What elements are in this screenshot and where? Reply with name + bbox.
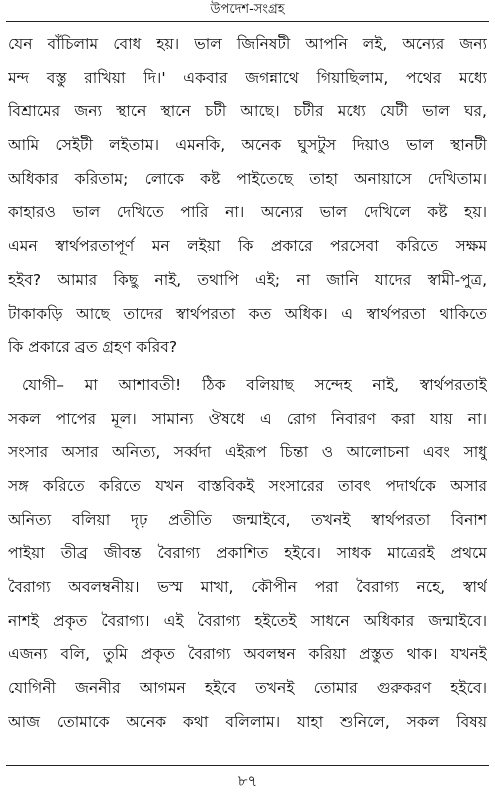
text-line: আমি সেইটী লইতাম। এমনকি, অনেক ঘুসটুস দিয়াও ভাল স্থানটী xyxy=(8,136,487,155)
text-line: এজন্য বলি, তুমি প্রকৃত বৈরাগ্য অবলম্বন করিয়া প্রস্তুত থাক। যখনই xyxy=(8,645,487,664)
body-text xyxy=(8,28,487,739)
text-line: টাকাকড়ি আছে তাদের স্বার্থপরতা কত অধিক। এ স্বার্থপরতা থাকিতে xyxy=(8,304,487,323)
text-line: যোগী– মা আশাবতী! ঠিক বলিয়াছ সন্দেহ নাই, স্বার্থপরতাই xyxy=(22,375,487,394)
text-line: আজ তোমাকে অনেক কথা বলিলাম। যাহা শুনিলে, সকল বিষয় xyxy=(8,712,487,731)
text-line: বিশ্রামের জন্য স্থানে স্থানে চটী আছে। চটীর মধ্যে যেটী ভাল ঘর, xyxy=(8,102,487,121)
text-line: সংসার অসার অনিত্য, সর্ব্বদা এইরূপ চিন্তা ও আলোচনা এবং সাধু xyxy=(8,443,487,462)
text-line: বৈরাগ্য অবলম্বনীয়। ভস্ম মাখা, কৌপীন পরা বৈরাগ্য নহে, স্বার্থ xyxy=(8,578,487,596)
text-line: সঙ্গ করিতে করিতে যখন বাস্তবিকই সংসারের তাবৎ পদার্থকে অসার xyxy=(8,476,487,495)
text-line: কাহারও ভাল দেখিতে পারি না। অন্যের ভাল দেখিলে কষ্ট হয়। xyxy=(8,203,487,222)
text-line: পাইয়া তীব্র জীবন্ত বৈরাগ্য প্রকাশিত হইবে। সাধক মাত্রেরই প্রথমে xyxy=(8,544,487,563)
text-line: অনিত্য বলিয়া দৃঢ় প্রতীতি জন্মাইবে, তখনই স্বার্থপরতা বিনাশ xyxy=(8,510,487,529)
paragraph-2 xyxy=(8,369,487,740)
text-line: হইব? আমার কিছু নাই, তথাপি এই; না জানি যাদের স্বামী-পুত্র, xyxy=(8,270,487,289)
text-line: যোগিনী জননীর আগমন হইবে তখনই তোমার গুরুকরণ হইবে। xyxy=(8,679,487,698)
paragraph-1 xyxy=(8,28,487,365)
header-rule xyxy=(6,21,489,22)
text-line: নাশই প্রকৃত বৈরাগ্য। এই বৈরাগ্য হইতেই সাধনে অধিকার জন্মাইবে। xyxy=(8,611,487,630)
running-head: উপদেশ-সংগ্রহ xyxy=(210,2,285,17)
text-line: সকল পাপের মূল। সামান্য ঔষধে এ রোগ নিবারণ করা যায় না। xyxy=(8,409,487,428)
text-line: কি প্রকারে ব্রত গ্রহণ করিব? xyxy=(8,338,178,357)
text-line: অধিকার করিতাম; লোকে কষ্ট পাইতেছে তাহা অনায়াসে দেখিতাম। xyxy=(8,169,487,188)
text-line: এমন স্বার্থপরতাপূর্ণ মন লইয়া কি প্রকারে পরসেবা করিতে সক্ষম xyxy=(8,237,487,256)
page-number: ৮৭ xyxy=(237,772,258,790)
text-line: মন্দ বস্তু রাখিয়া দি।' একবার জগন্নাথে গিয়াছিলাম, পথের মধ্যে xyxy=(8,68,487,87)
footer-rule xyxy=(6,765,489,766)
text-line: যেন বাঁচিলাম বোধ হয়। ভাল জিনিষটী আপনি লই, অন্যের জন্য xyxy=(8,35,487,53)
